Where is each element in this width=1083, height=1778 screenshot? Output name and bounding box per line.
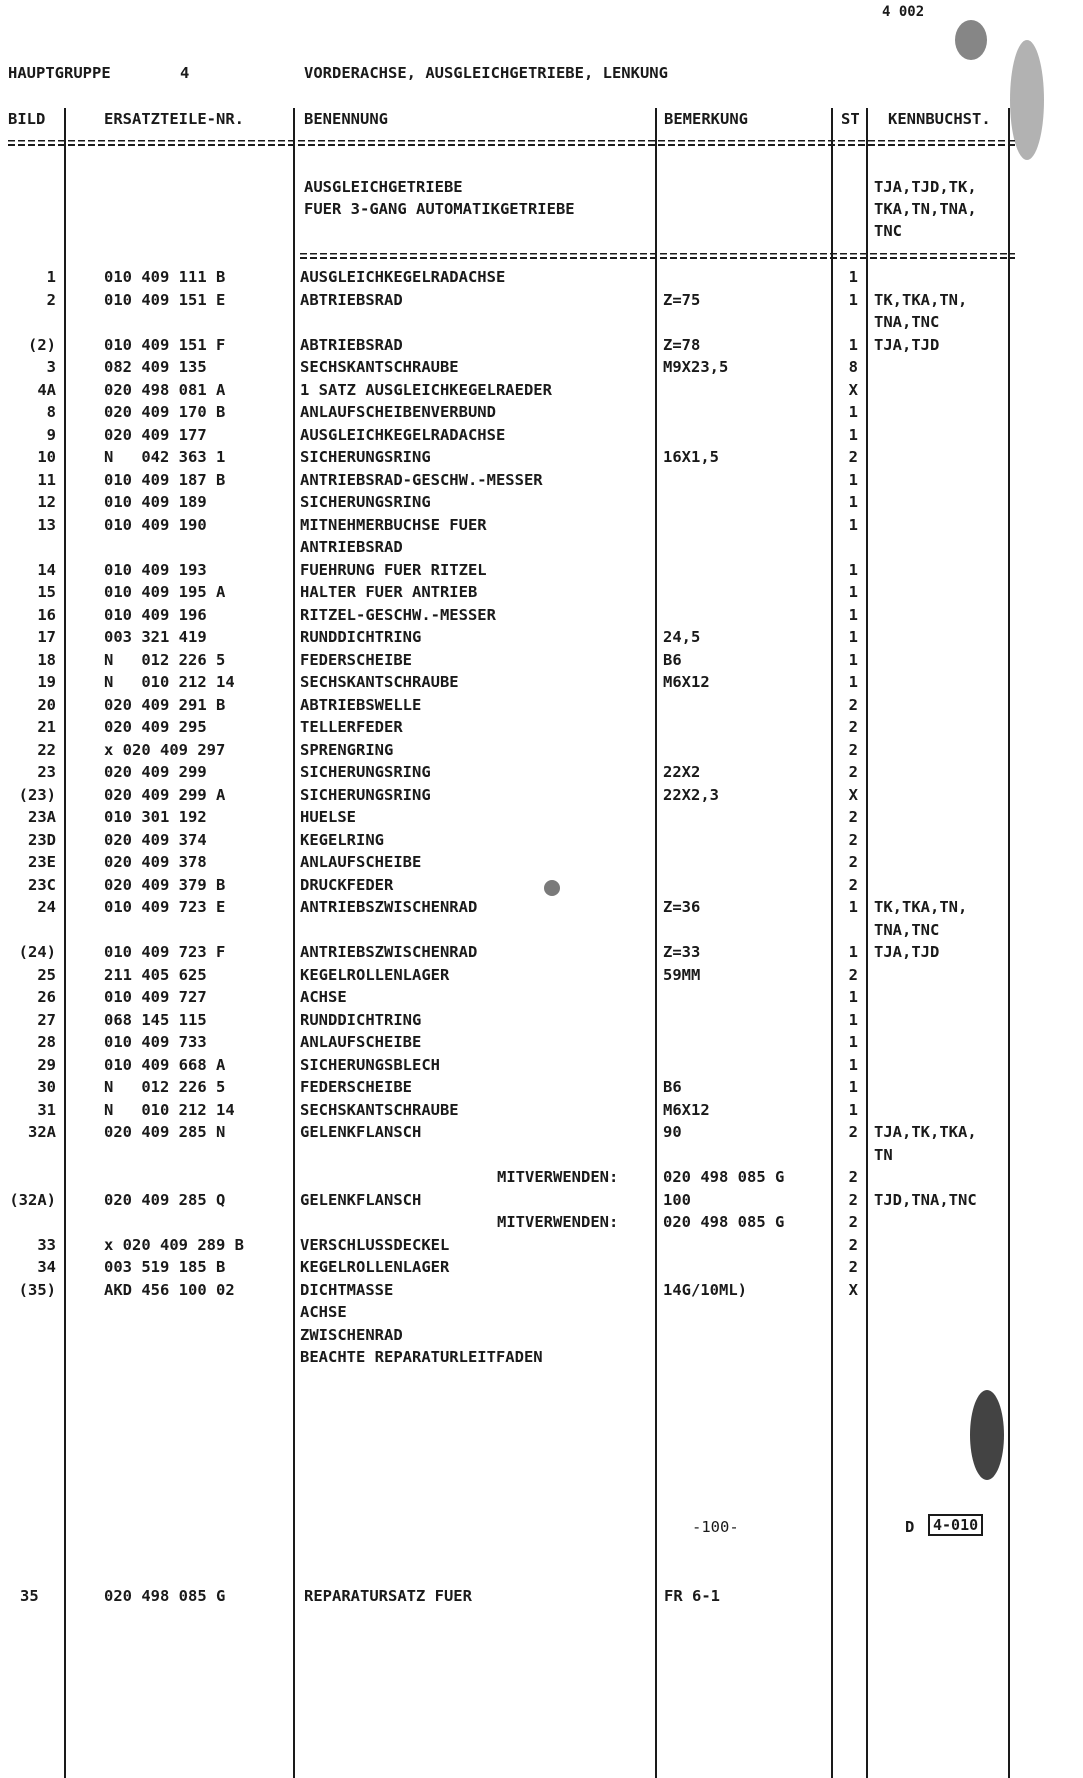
designation-cell: ABTRIEBSRAD: [300, 290, 403, 309]
bild-cell: (23): [18, 785, 56, 804]
part-number-cell: 020 498 081 A: [104, 380, 226, 399]
remark-cell: Z=33: [663, 943, 701, 961]
quantity-cell: 1: [848, 1033, 858, 1051]
quantity-cell: 1: [848, 988, 858, 1006]
designation-cell: KEGELROLLENLAGER: [300, 965, 450, 984]
bild-cell: 18: [37, 650, 56, 669]
bild-cell: 34: [37, 1258, 56, 1276]
code-cell: TJD,TNA,TNC: [874, 1190, 977, 1209]
quantity-cell: 1: [848, 943, 858, 961]
designation-cell: ANLAUFSCHEIBE: [300, 853, 422, 871]
part-number-cell: 010 409 151 E: [104, 290, 226, 309]
remark-cell: 90: [663, 1123, 682, 1141]
designation-cell: KEGELRING: [300, 830, 384, 849]
bild-cell: 23C: [28, 875, 56, 894]
part-number-cell: 010 409 190: [104, 515, 207, 534]
part-number-cell: 003 519 185 B: [104, 1258, 226, 1276]
designation-cell: TELLERFEDER: [300, 718, 403, 736]
quantity-cell: 1: [848, 583, 858, 601]
bild-cell: 22: [37, 740, 56, 759]
quantity-cell: 2: [848, 1123, 858, 1141]
bild-cell: 23D: [28, 830, 56, 849]
part-number-cell: 010 301 192: [104, 808, 207, 826]
designation-cell: ZWISCHENRAD: [300, 1325, 403, 1344]
designation-cell: SICHERUNGSRING: [300, 785, 431, 804]
scan-speck: [544, 880, 560, 896]
quantity-cell: X: [848, 380, 858, 399]
bild-cell: 33: [37, 1235, 56, 1254]
quantity-cell: 1: [848, 650, 858, 669]
designation-cell: ANTRIEBSRAD-GESCHW.-MESSER: [300, 470, 543, 489]
mitverwenden-label: MITVERWENDEN:: [497, 1213, 619, 1231]
part-number-cell: 020 409 285 Q: [104, 1190, 226, 1209]
remark-cell: 22X2,3: [663, 785, 719, 804]
code-cell: TNA,TNC: [874, 920, 940, 939]
scan-speck: [955, 20, 987, 60]
next-bild: 35: [20, 1587, 39, 1605]
next-remark: FR 6-1: [664, 1587, 720, 1605]
section-code: TNC: [874, 222, 902, 240]
designation-cell: ANLAUFSCHEIBE: [300, 1033, 422, 1051]
part-number-cell: x 020 409 289 B: [104, 1235, 244, 1254]
bild-cell: 24: [37, 898, 56, 916]
section-code: TKA,TN,TNA,: [874, 200, 977, 218]
quantity-cell: 2: [848, 763, 858, 781]
part-number-cell: 082 409 135: [104, 358, 207, 376]
code-cell: TNA,TNC: [874, 313, 940, 331]
remark-cell: Z=75: [663, 290, 701, 309]
section-title: AUSGLEICHGETRIEBE: [304, 178, 463, 196]
remark-cell: 16X1,5: [663, 448, 719, 466]
designation-cell: BEACHTE REPARATURLEITFADEN: [300, 1348, 543, 1366]
remark-cell: Z=78: [663, 335, 701, 354]
designation-cell: SICHERUNGSRING: [300, 493, 431, 511]
designation-cell: KEGELROLLENLAGER: [300, 1258, 450, 1276]
group-title: VORDERACHSE, AUSGLEICHGETRIEBE, LENKUNG: [304, 64, 668, 82]
part-number-cell: AKD 456 100 02: [104, 1280, 235, 1299]
quantity-cell: 1: [848, 335, 858, 354]
designation-cell: ACHSE: [300, 1303, 347, 1321]
scan-speck: [970, 1390, 1004, 1480]
part-number-cell: 010 409 727: [104, 988, 207, 1006]
column-header-bild: BILD: [8, 110, 46, 128]
part-number-cell: 020 409 295: [104, 718, 207, 736]
designation-cell: MITNEHMERBUCHSE FUER: [300, 515, 487, 534]
bild-cell: 23E: [28, 853, 56, 871]
quantity-cell: 1: [848, 515, 858, 534]
designation-cell: ABTRIEBSRAD: [300, 335, 403, 354]
designation-cell: VERSCHLUSSDECKEL: [300, 1235, 450, 1254]
quantity-cell: 2: [848, 875, 858, 894]
bild-cell: 20: [37, 695, 56, 714]
bild-cell: (24): [18, 943, 56, 961]
quantity-cell: 2: [848, 1213, 858, 1231]
group-label: HAUPTGRUPPE: [8, 64, 111, 82]
code-cell: TJA,TJD: [874, 335, 940, 354]
designation-cell: AUSGLEICHKEGELRADACHSE: [300, 425, 506, 444]
bild-cell: 17: [37, 628, 56, 646]
bild-cell: 3: [46, 358, 56, 376]
part-number-cell: 010 409 111 B: [104, 268, 226, 286]
designation-cell: DRUCKFEDER: [300, 875, 394, 894]
next-part-number: 020 498 085 G: [104, 1587, 226, 1605]
part-number-cell: 010 409 189: [104, 493, 207, 511]
designation-cell: GELENKFLANSCH: [300, 1190, 422, 1209]
part-number-cell: 068 145 115: [104, 1010, 207, 1029]
quantity-cell: 1: [848, 1078, 858, 1096]
bild-cell: 26: [37, 988, 56, 1006]
quantity-cell: 1: [848, 628, 858, 646]
part-number-cell: 020 409 285 N: [104, 1123, 226, 1141]
remark-cell: M6X12: [663, 1100, 710, 1119]
quantity-cell: 2: [848, 853, 858, 871]
column-divider: [655, 108, 657, 1778]
bild-cell: (35): [18, 1280, 56, 1299]
quantity-cell: X: [848, 1280, 858, 1299]
bild-cell: 4A: [37, 380, 56, 399]
remark-cell: B6: [663, 650, 682, 669]
code-cell: TK,TKA,TN,: [874, 898, 968, 916]
group-number: 4: [180, 64, 190, 82]
designation-cell: SICHERUNGSRING: [300, 448, 431, 466]
designation-cell: SICHERUNGSRING: [300, 763, 431, 781]
bild-cell: 19: [37, 673, 56, 691]
code-cell: TJA,TJD: [874, 943, 940, 961]
remark-cell: 22X2: [663, 763, 701, 781]
remark-cell: M9X23,5: [663, 358, 729, 376]
designation-cell: 1 SATZ AUSGLEICHKEGELRAEDER: [300, 380, 552, 399]
part-number-cell: 020 409 299: [104, 763, 207, 781]
designation-cell: ANTRIEBSZWISCHENRAD: [300, 943, 478, 961]
designation-cell: GELENKFLANSCH: [300, 1123, 422, 1141]
part-number-cell: 010 409 723 F: [104, 943, 226, 961]
part-number-cell: 020 409 379 B: [104, 875, 226, 894]
column-divider: [293, 108, 295, 1778]
bild-cell: 32A: [28, 1123, 56, 1141]
remark-cell: M6X12: [663, 673, 710, 691]
bild-cell: 11: [37, 470, 56, 489]
designation-cell: HUELSE: [300, 808, 356, 826]
bild-cell: 30: [37, 1078, 56, 1096]
code-cell: TJA,TK,TKA,: [874, 1123, 977, 1141]
part-number-cell: 010 409 195 A: [104, 583, 226, 601]
designation-cell: AUSGLEICHKEGELRADACHSE: [300, 268, 506, 286]
code-cell: TK,TKA,TN,: [874, 290, 968, 309]
part-number-cell: 020 409 177: [104, 425, 207, 444]
quantity-cell: 2: [848, 695, 858, 714]
part-number-cell: N 010 212 14: [104, 673, 235, 691]
column-header-kennbuchst: KENNBUCHST.: [888, 110, 991, 128]
quantity-cell: 2: [848, 965, 858, 984]
remark-cell: B6: [663, 1078, 682, 1096]
bild-cell: 2: [46, 290, 56, 309]
part-number-cell: 010 409 151 F: [104, 335, 226, 354]
bild-cell: 21: [37, 718, 56, 736]
page-code: 4-010: [928, 1514, 983, 1536]
part-number-cell: 010 409 193: [104, 560, 207, 579]
designation-cell: ACHSE: [300, 988, 347, 1006]
part-number-cell: 020 409 374: [104, 830, 207, 849]
column-header-st: ST: [841, 110, 860, 128]
bild-cell: 8: [46, 403, 56, 421]
quantity-cell: 1: [848, 1100, 858, 1119]
quantity-cell: 1: [848, 560, 858, 579]
column-divider: [831, 108, 833, 1778]
designation-cell: SICHERUNGSBLECH: [300, 1055, 440, 1074]
remark-cell: Z=36: [663, 898, 701, 916]
column-divider: [64, 108, 66, 1778]
code-cell: TN: [874, 1145, 893, 1164]
next-designation: REPARATURSATZ FUER: [304, 1587, 472, 1605]
quantity-cell: 2: [848, 1235, 858, 1254]
quantity-cell: 2: [848, 830, 858, 849]
bild-cell: 25: [37, 965, 56, 984]
remark-cell: 100: [663, 1190, 691, 1209]
part-number-cell: 211 405 625: [104, 965, 207, 984]
designation-cell: SPRENGRING: [300, 740, 394, 759]
bild-cell: 13: [37, 515, 56, 534]
quantity-cell: 1: [848, 605, 858, 624]
part-number-cell: 010 409 668 A: [104, 1055, 226, 1074]
quantity-cell: 1: [848, 403, 858, 421]
quantity-cell: 2: [848, 808, 858, 826]
section-subtitle: FUER 3-GANG AUTOMATIKGETRIEBE: [304, 200, 575, 218]
part-number-cell: 010 409 187 B: [104, 470, 226, 489]
quantity-cell: 1: [848, 1010, 858, 1029]
part-number-cell: 020 409 170 B: [104, 403, 226, 421]
bild-cell: 28: [37, 1033, 56, 1051]
part-number-cell: x 020 409 297: [104, 740, 226, 759]
designation-cell: ANTRIEBSZWISCHENRAD: [300, 898, 478, 916]
quantity-cell: 1: [848, 425, 858, 444]
bild-cell: 23A: [28, 808, 56, 826]
quantity-cell: 2: [848, 1168, 858, 1186]
part-number-cell: 020 409 299 A: [104, 785, 226, 804]
designation-cell: ANLAUFSCHEIBENVERBUND: [300, 403, 496, 421]
quantity-cell: 2: [848, 1258, 858, 1276]
column-header-ersatzteil: ERSATZTEILE-NR.: [104, 110, 244, 128]
section-code: TJA,TJD,TK,: [874, 178, 977, 196]
section-separator: [300, 253, 1015, 259]
bild-cell: 23: [37, 763, 56, 781]
part-number-cell: N 042 363 1: [104, 448, 226, 466]
quantity-cell: 1: [848, 290, 858, 309]
part-number-cell: 010 409 733: [104, 1033, 207, 1051]
header-separator: [8, 140, 1015, 146]
part-number-cell: N 012 226 5: [104, 650, 226, 669]
part-number-cell: 020 409 378: [104, 853, 207, 871]
remark-cell: 24,5: [663, 628, 701, 646]
remark-cell: 59MM: [663, 965, 701, 984]
part-number-cell: 003 321 419: [104, 628, 207, 646]
quantity-cell: 1: [848, 1055, 858, 1074]
corner-code: 4 002: [882, 4, 925, 20]
quantity-cell: 2: [848, 1190, 858, 1209]
bild-cell: 10: [37, 448, 56, 466]
bild-cell: 9: [46, 425, 56, 444]
part-number-cell: N 010 212 14: [104, 1100, 235, 1119]
footer-letter: D: [905, 1518, 915, 1536]
column-header-benennung: BENENNUNG: [304, 110, 388, 128]
part-number-cell: 020 409 291 B: [104, 695, 226, 714]
quantity-cell: 1: [848, 268, 858, 286]
bild-cell: 12: [37, 493, 56, 511]
designation-cell: ABTRIEBSWELLE: [300, 695, 422, 714]
designation-cell: RUNDDICHTRING: [300, 628, 422, 646]
quantity-cell: X: [848, 785, 858, 804]
column-divider: [1008, 108, 1010, 1778]
remark-cell: 020 498 085 G: [663, 1213, 785, 1231]
designation-cell: SECHSKANTSCHRAUBE: [300, 1100, 459, 1119]
designation-cell: FUEHRUNG FUER RITZEL: [300, 560, 487, 579]
bild-cell: 14: [37, 560, 56, 579]
bild-cell: 1: [46, 268, 56, 286]
quantity-cell: 2: [848, 740, 858, 759]
bild-cell: 16: [37, 605, 56, 624]
part-number-cell: N 012 226 5: [104, 1078, 226, 1096]
part-number-cell: 010 409 723 E: [104, 898, 226, 916]
bild-cell: (2): [28, 335, 56, 354]
remark-cell: 14G/10ML): [663, 1280, 747, 1299]
bild-cell: 29: [37, 1055, 56, 1074]
bild-cell: 27: [37, 1010, 56, 1029]
quantity-cell: 2: [848, 718, 858, 736]
scan-speck: [1010, 40, 1044, 160]
designation-cell: ANTRIEBSRAD: [300, 538, 403, 556]
designation-cell: RUNDDICHTRING: [300, 1010, 422, 1029]
quantity-cell: 1: [848, 493, 858, 511]
designation-cell: HALTER FUER ANTRIEB: [300, 583, 478, 601]
quantity-cell: 1: [848, 470, 858, 489]
page-number: -100-: [692, 1518, 739, 1536]
bild-cell: 15: [37, 583, 56, 601]
designation-cell: FEDERSCHEIBE: [300, 1078, 412, 1096]
part-number-cell: 010 409 196: [104, 605, 207, 624]
designation-cell: FEDERSCHEIBE: [300, 650, 412, 669]
designation-cell: SECHSKANTSCHRAUBE: [300, 673, 459, 691]
bild-cell: (32A): [9, 1190, 56, 1209]
quantity-cell: 1: [848, 673, 858, 691]
quantity-cell: 1: [848, 898, 858, 916]
designation-cell: RITZEL-GESCHW.-MESSER: [300, 605, 496, 624]
designation-cell: SECHSKANTSCHRAUBE: [300, 358, 459, 376]
designation-cell: DICHTMASSE: [300, 1280, 394, 1299]
quantity-cell: 2: [848, 448, 858, 466]
bild-cell: 31: [37, 1100, 56, 1119]
column-header-bemerkung: BEMERKUNG: [664, 110, 748, 128]
remark-cell: 020 498 085 G: [663, 1168, 785, 1186]
mitverwenden-label: MITVERWENDEN:: [497, 1168, 619, 1186]
column-divider: [866, 108, 868, 1778]
quantity-cell: 8: [848, 358, 858, 376]
